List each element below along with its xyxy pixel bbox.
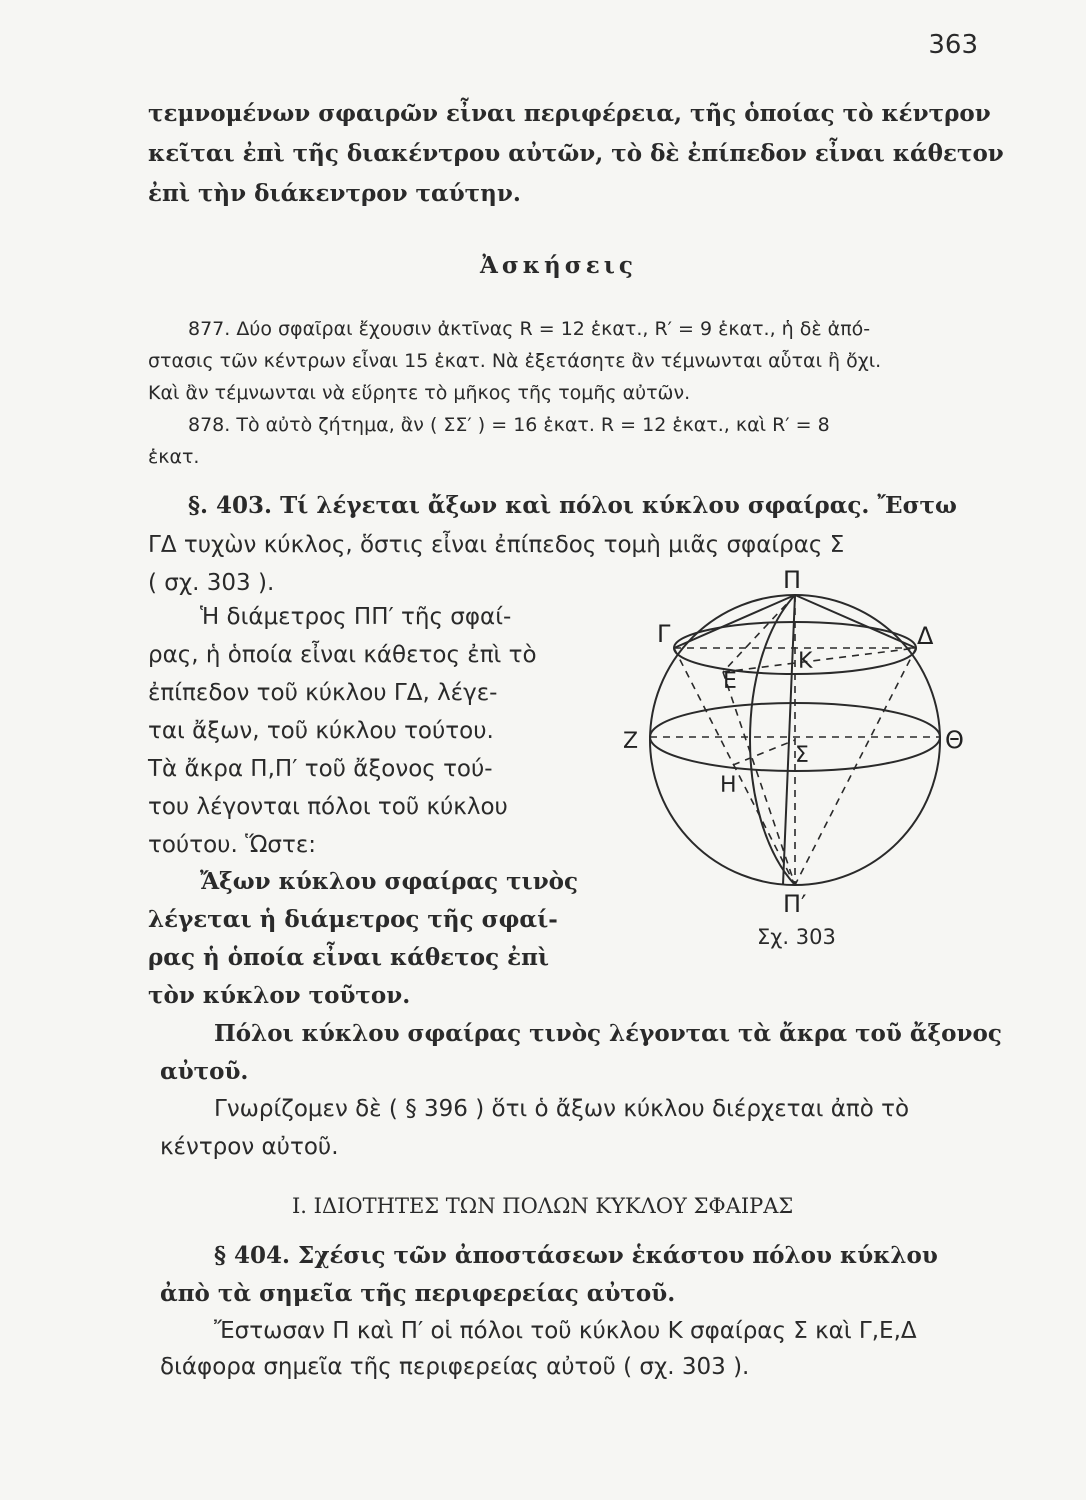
para-line-2: ρας, ἡ ὁποία εἶναι κάθετος ἐπὶ τὸ xyxy=(148,642,537,668)
note-line-1: Γνωρίζομεν δὲ ( § 396 ) ὅτι ὁ ἄξων κύκλου διέρχεται ἀπὸ τὸ xyxy=(214,1096,910,1122)
label-K: Κ xyxy=(798,649,813,674)
intro-line-1: τεμνομένων σφαιρῶν εἶναι περιφέρεια, τῆς ὁποίας τὸ κέντρον xyxy=(148,100,991,127)
label-G: Γ xyxy=(657,620,671,648)
para-line-1: Ἡ διάμετρος ΠΠ′ τῆς σφαί- xyxy=(200,604,512,630)
section-404-line-3: Ἔστωσαν Π καὶ Π′ οἱ πόλοι τοῦ κύκλου Κ σφαίρας Σ καὶ Γ,Ε,Δ xyxy=(214,1318,917,1344)
radius-H-S xyxy=(733,740,795,765)
label-D: Δ xyxy=(917,622,934,650)
section-404-title: § 404. Σχέσις τῶν ἀποστάσεων ἑκάστου πόλου κύκλου xyxy=(214,1242,938,1269)
exercises-heading: Ἀσκήσεις xyxy=(480,252,637,279)
definition-line-5: Πόλοι κύκλου σφαίρας τινὸς λέγονται τὰ ἄκρα τοῦ ἄξονος xyxy=(214,1020,1002,1047)
definition-line-4: τὸν κύκλον τοῦτον. xyxy=(148,982,411,1009)
para-line-4: ται ἄξων, τοῦ κύκλου τούτου. xyxy=(148,718,494,744)
section-404-subtitle: ἀπὸ τὰ σημεῖα τῆς περιφερείας αὐτοῦ. xyxy=(160,1280,676,1307)
page-number: 363 xyxy=(928,30,978,60)
intro-line-2: κεῖται ἐπὶ τῆς διακέντρου αὐτῶν, τὸ δὲ ἐπίπεδον εἶναι κάθετον xyxy=(148,140,1004,167)
label-S: Σ xyxy=(795,743,809,768)
exercise-877-line-3: Καὶ ἂν τέμνωνται νὰ εὕρητε τὸ μῆκος τῆς τομῆς αὐτῶν. xyxy=(148,382,691,404)
section-403-line-3: ( σχ. 303 ). xyxy=(148,570,275,596)
exercise-877-line-2: στασις τῶν κέντρων εἶναι 15 ἑκατ. Νὰ ἐξετάσητε ἂν τέμνωνται αὗται ἢ ὄχι. xyxy=(148,350,882,372)
exercise-877-line-1: 877. Δύο σφαῖραι ἔχουσιν ἀκτῖνας R = 12 ἑκατ., R′ = 9 ἑκατ., ἡ δὲ ἀπό- xyxy=(188,318,871,340)
label-Z: Ζ xyxy=(623,729,639,754)
figure-caption: Σχ. 303 xyxy=(757,925,836,949)
section-403-line-2: ΓΔ τυχὼν κύκλος, ὅστις εἶναι ἐπίπεδος τομὴ μιᾶς σφαίρας Σ xyxy=(148,532,845,558)
intro-line-3: ἐπὶ τὴν διάκεντρον ταύτην. xyxy=(148,180,521,207)
section-i-title: Ι. ΙΔΙΟΤΗΤΕΣ ΤΩΝ ΠΟΛΩΝ ΚΥΚΛΟΥ ΣΦΑΙΡΑΣ xyxy=(292,1194,794,1218)
para-line-3: ἐπίπεδον τοῦ κύκλου ΓΔ, λέγε- xyxy=(148,680,498,706)
section-404-line-4: διάφορα σημεῖα τῆς περιφερείας αὐτοῦ ( σχ. 303 ). xyxy=(160,1354,750,1380)
label-P-prime: Π′ xyxy=(783,890,807,918)
label-P: Π xyxy=(783,566,802,594)
label-E: Ε xyxy=(723,669,737,694)
sphere-figure xyxy=(605,560,985,960)
line-D-P2 xyxy=(795,648,916,885)
chord-E-D xyxy=(723,648,916,672)
definition-line-1: Ἄξων κύκλου σφαίρας τινὸς xyxy=(200,868,578,895)
line-P-E xyxy=(723,595,795,672)
para-line-6: του λέγονται πόλοι τοῦ κύκλου xyxy=(148,794,508,820)
definition-line-6: αὐτοῦ. xyxy=(160,1058,249,1085)
definition-line-3: ρας ἡ ὁποία εἶναι κάθετος ἐπὶ xyxy=(148,944,550,971)
note-line-2: κέντρον αὐτοῦ. xyxy=(160,1134,339,1160)
label-H: Η xyxy=(720,773,737,798)
label-Th: Θ xyxy=(945,726,964,754)
definition-line-2: λέγεται ἡ διάμετρος τῆς σφαί- xyxy=(148,906,558,933)
exercise-878-line-1: 878. Τὸ αὐτὸ ζήτημα, ἂν ( ΣΣ′ ) = 16 ἑκατ. R = 12 ἑκατ., καὶ R′ = 8 xyxy=(188,414,830,436)
para-line-5: Τὰ ἄκρα Π,Π′ τοῦ ἄξονος τού- xyxy=(148,756,493,782)
para-line-7: τούτου. Ὥστε: xyxy=(148,832,317,858)
exercise-878-line-2: ἑκατ. xyxy=(148,446,200,468)
section-403-title: §. 403. Τί λέγεται ἄξων καὶ πόλοι κύκλου σφαίρας. Ἔστω xyxy=(188,492,957,519)
sphere-diagram xyxy=(605,560,985,960)
